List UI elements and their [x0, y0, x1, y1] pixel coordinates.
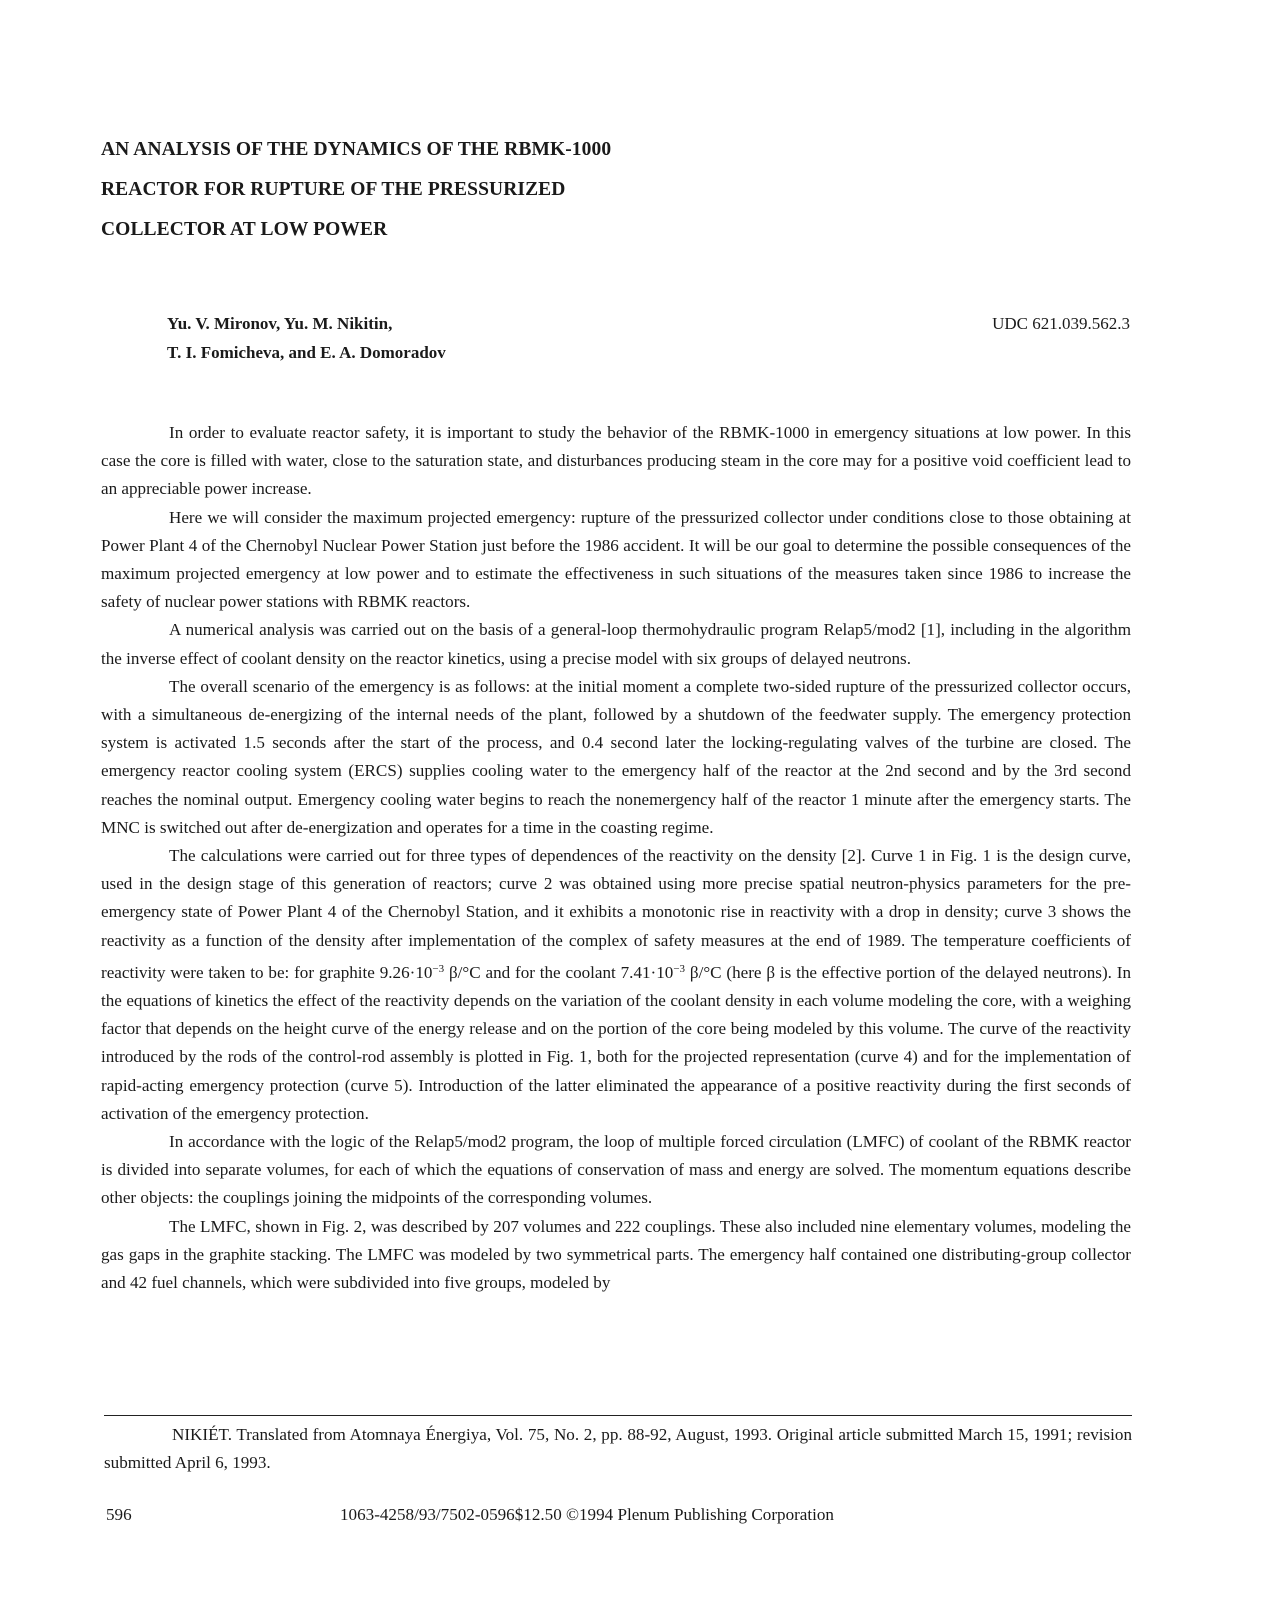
footnote — [104, 1421, 1132, 1477]
paragraph: Here we will consider the maximum projected emergency: rupture of the pressurized collector under conditions close to those obtaining at Power Plant 4 of the Chernobyl Nuclear Power Station just before the 1986 accident. It will be our goal to determine the possible consequences of the maximum projected emergency at low power and to estimate the effectiveness in such situations of the measures taken since 1986 to increase the safety of nuclear power stations with RBMK reactors. — [101, 507, 1131, 612]
author-list — [167, 309, 687, 367]
paragraph: In accordance with the logic of the Relap5/mod2 program, the loop of multiple forced circulation (LMFC) of coolant of the RBMK reactor is divided into separate volumes, for each of which the equations of conservation of mass and energy are solved. The momentum equations describe other objects: the couplings joining the midpoints of the corresponding volumes. — [101, 1132, 1131, 1208]
footnote-divider — [104, 1415, 1132, 1416]
footnote-text: NIKIÉT. Translated from Atomnaya Énergiya, Vol. 75, No. 2, pp. 88-92, August, 1993. Original article submitted March 15, 1991; revision submitted April 6, 1993. — [104, 1425, 1132, 1472]
author-line: T. I. Fomicheva, and E. A. Domoradov — [167, 343, 446, 362]
paragraph-text: β/°C (here β is the effective portion of the delayed neutrons). In the equations of kinetics the effect of the reactivity depends on the variation of the coolant density in each volume modeling the core, with a weighing factor that depends on the height curve of the energy release and on the portion of the core being modeled by this volume. The curve of the reactivity introduced by the rods of the control-rod assembly is plotted in Fig. 1, both for the projected representation (curve 4) and for the implementation of rapid-acting emergency protection (curve 5). Introduction of the latter eliminated the appearance of a positive reactivity during the first seconds of activation of the emergency protection. — [101, 962, 1131, 1123]
author-line: Yu. V. Mironov, Yu. M. Nikitin, — [167, 314, 393, 333]
copyright-line: 1063-4258/93/7502-0596$12.50 ©1994 Plenum Publishing Corporation — [340, 1505, 834, 1524]
paragraph-text: The calculations were carried out for three types of dependences of the reactivity on the density [2]. Curve 1 in Fig. 1 is the design curve, used in the design stage of this generation of reactors; curve 2 was obtained using more precise spatial neutron-physics parameters for the pre-emergency state of Power Plant 4 of the Chernobyl Station, and it exhibits a monotonic rise in reactivity with a drop in density; curve 3 shows the reactivity as a function of the density after implementation of the complex of safety measures at the end of 1989. The temperature coefficients of reactivity were taken to be: for graphite 9.26·10 — [101, 846, 1131, 982]
exponent: −3 — [432, 962, 445, 975]
paragraph: In order to evaluate reactor safety, it is important to study the behavior of the RBMK-1000 in emergency situations at low power. In this case the core is filled with water, close to the saturation state, and disturbances producing steam in the core may for a positive void coefficient lead to an appreciable power increase. — [101, 423, 1131, 499]
article-title — [101, 130, 861, 250]
title-line: AN ANALYSIS OF THE DYNAMICS OF THE RBMK-1000 — [101, 139, 612, 160]
udc-code: UDC 621.039.562.3 — [992, 314, 1130, 333]
paragraph: A numerical analysis was carried out on the basis of a general-loop thermohydraulic program Relap5/mod2 [1], including in the algorithm the inverse effect of coolant density on the reactor kinetics, using a precise model with six groups of delayed neutrons. — [101, 620, 1131, 668]
exponent: −3 — [673, 962, 686, 975]
article-body — [101, 419, 1131, 1297]
page-number: 596 — [106, 1505, 132, 1524]
paragraph: The overall scenario of the emergency is as follows: at the initial moment a complete two-sided rupture of the pressurized collector occurs, with a simultaneous de-energizing of the internal needs of the plant, followed by a shutdown of the feedwater supply. The emergency protection system is activated 1.5 seconds after the start of the process, and 0.4 second later the locking-regulating valves of the turbine are closed. The emergency reactor cooling system (ERCS) supplies cooling water to the emergency half of the reactor at the 2nd second and by the 3rd second reaches the nominal output. Emergency cooling water begins to reach the nonemergency half of the reactor 1 minute after the emergency starts. The MNC is switched out after de-energization and operates for a time in the coasting regime. — [101, 676, 1131, 837]
title-line: COLLECTOR AT LOW POWER — [101, 219, 388, 240]
paragraph-text: β/°C and for the coolant 7.41·10 — [444, 962, 674, 982]
paragraph — [101, 842, 1131, 1128]
paragraph: The LMFC, shown in Fig. 2, was described by 207 volumes and 222 couplings. These also included nine elementary volumes, modeling the gas gaps in the graphite stacking. The LMFC was modeled by two symmetrical parts. The emergency half contained one distributing-group collector and 42 fuel channels, which were subdivided into five groups, modeled by — [101, 1216, 1131, 1293]
title-line: REACTOR FOR RUPTURE OF THE PRESSURIZED — [101, 179, 566, 200]
